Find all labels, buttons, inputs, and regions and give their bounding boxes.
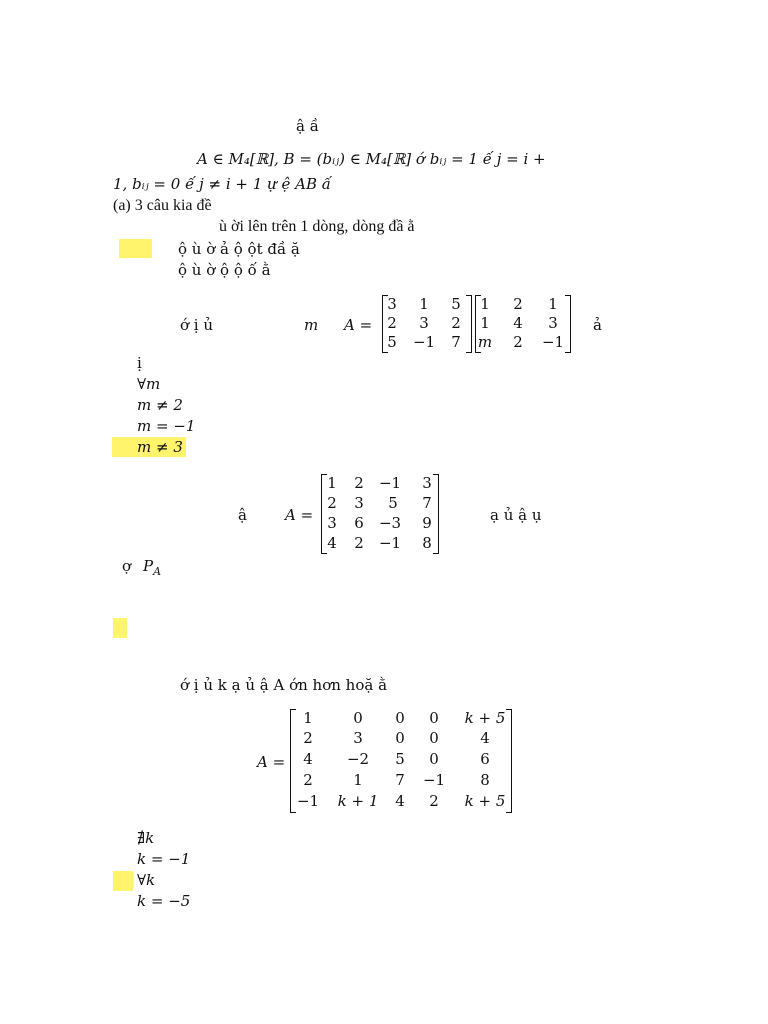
q3-cell: 4 [327,534,337,552]
q4-cell: 7 [395,771,405,789]
q2-m1-cell: 5 [451,295,461,313]
q3-cell: 3 [327,514,337,532]
q4-cell: 0 [429,709,439,727]
q2-m2-cell: 2 [513,295,523,313]
q4-cell: 2 [303,729,313,747]
q4-cell: 0 [353,709,363,727]
q4-cell: 3 [353,729,363,747]
q3-cell: −1 [378,534,402,552]
q4-cell: −1 [422,771,446,789]
q2-m2-cell: 1 [480,314,490,332]
q3-prompt-right: ạ ủ ậ ụ [490,506,542,524]
q4-cell: k + 5 [464,709,506,727]
q3-cell: 2 [354,534,364,552]
q4-cell: 5 [395,750,405,768]
q2-m1-cell: 3 [419,314,429,332]
q2-m1-cell: 2 [451,314,461,332]
q4-cell: 6 [480,750,490,768]
q4-cell: 1 [353,771,363,789]
q3-cell: 6 [354,514,364,532]
q4-matrix-label: A = [257,753,286,771]
q1-title: ậ ầ [296,117,319,135]
q4-cell: −2 [346,750,370,768]
q3-cell: 1 [327,474,337,492]
q2-m2-cell: 1 [480,295,490,313]
q4-option-1: ∄k [137,829,155,847]
q4-cell: 0 [429,729,439,747]
q3-matrix [321,474,439,554]
q3-cell: 9 [422,514,432,532]
q2-m1-cell: 5 [387,333,397,351]
q1-option-1: ộ ù ờ ả ộ ột đầ ặ [178,240,300,258]
q4-cell: k + 5 [464,792,506,810]
q3-cell: 2 [354,474,364,492]
q3-prompt-left: ậ [238,506,247,524]
q2-option-2: m ≠ 2 [137,396,183,414]
q3-stem-var-main: P [143,557,154,575]
q2-matrix-label: A = [344,316,373,334]
q2-m1-cell: 7 [451,333,461,351]
q1-line1: A ∈ M₄[ℝ], B = (bᵢⱼ) ∈ M₄[ℝ] ớ bᵢⱼ = 1 ế j = i + [197,150,546,168]
q3-cell: −3 [378,514,402,532]
q4-cell: 8 [480,771,490,789]
q4-cell: 2 [303,771,313,789]
q2-option-4: m ≠ 3 [137,438,183,456]
q4-cell: 4 [480,729,490,747]
q3-cell: −1 [378,474,402,492]
highlight-q4-answer [113,871,133,891]
q3-matrix-label: A = [285,506,314,524]
q4-cell: 2 [429,792,439,810]
q4-cell: 0 [429,750,439,768]
q4-cell: 0 [395,729,405,747]
q2-m2-cell: 1 [548,295,558,313]
q4-prompt: ớ ị ủ k ạ ủ ậ A ớn hơn hoặ ằ [180,676,388,694]
q4-cell: 4 [303,750,313,768]
q2-m2-cell: 4 [513,314,523,332]
q2-prompt-right: ả [593,316,602,334]
q3-cell: 2 [327,494,337,512]
q2-matrix-1 [382,295,472,353]
q2-m1-cell: −1 [412,333,436,351]
q2-option-1: ∀m [137,375,161,393]
q4-option-3: ∀k [137,871,156,889]
q2-stem: ị [137,354,142,372]
q3-stem: ợ [122,557,132,575]
q1-line2: 1, bᵢⱼ = 0 ế j ≠ i + 1 ự ệ AB ấ [113,175,331,193]
q4-cell: −1 [296,792,320,810]
q3-stem-var [143,557,161,581]
q3-cell: 5 [388,494,398,512]
q2-m2-cell: 2 [513,333,523,351]
highlight-q1-answer [119,239,152,258]
q1-note-b: ù ời lên trên 1 dòng, dòng đầ ằ [219,218,415,235]
q3-cell: 8 [422,534,432,552]
q1-note-a: (a) 3 câu kia đề [113,197,212,214]
q4-option-2: k = −1 [137,850,191,868]
q2-prompt-var: m [304,316,319,334]
highlight-q3-answer [113,618,127,638]
q3-cell: 3 [422,474,432,492]
q4-option-4: k = −5 [137,892,191,910]
q4-matrix [290,709,512,813]
q2-m1-cell: 2 [387,314,397,332]
q3-cell: 3 [354,494,364,512]
q2-m2-cell: −1 [541,333,565,351]
q4-cell: k + 1 [337,792,379,810]
q4-cell: 4 [395,792,405,810]
q2-option-3: m = −1 [137,417,196,435]
q4-cell: 0 [395,709,405,727]
q2-m1-cell: 3 [387,295,397,313]
q2-prompt-left: ớ ị ủ [180,316,214,334]
q3-cell: 7 [422,494,432,512]
q2-m2-cell: m [477,333,493,351]
q4-cell: 1 [303,709,313,727]
q2-matrix-2 [475,295,571,353]
q2-m1-cell: 1 [419,295,429,313]
q1-option-2: ộ ù ờ ộ ộ ố ằ [178,261,271,279]
q2-m2-cell: 3 [548,314,558,332]
q3-stem-var-sub: A [153,565,162,578]
